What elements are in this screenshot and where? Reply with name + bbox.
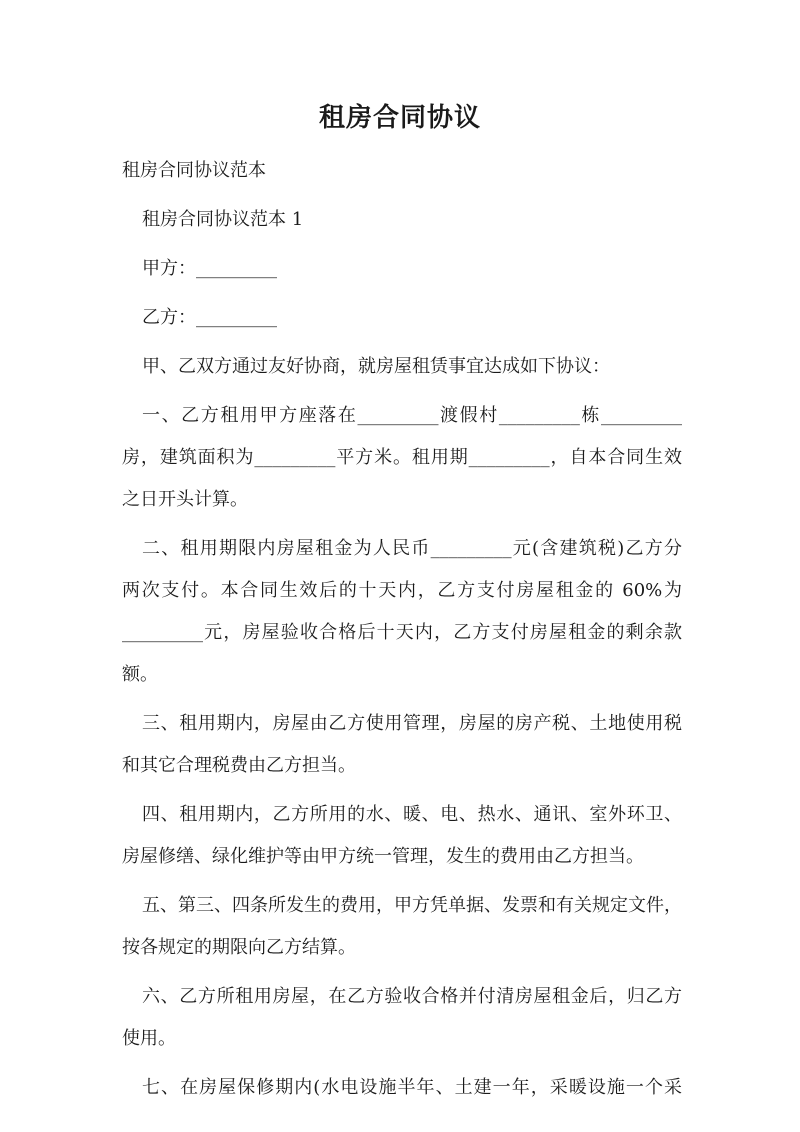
- clause-line: 六、乙方所租用房屋，在乙方验收合格并付清房屋租金后，归乙方: [142, 986, 682, 1007]
- clause-line: 三、租用期内，房屋由乙方使用管理，房屋的房产税、土地使用税: [142, 713, 682, 734]
- clause-line: 房屋修缮、绿化维护等由甲方统一管理，发生的费用由乙方担当。: [122, 846, 644, 867]
- clause-line: 之日开头计算。: [122, 489, 248, 510]
- clause-3: [122, 703, 682, 787]
- document-subtitle: 租房合同协议范本: [122, 160, 266, 181]
- document-title: 租房合同协议: [318, 103, 481, 133]
- clause-line: 和其它合理税费由乙方担当。: [122, 755, 356, 776]
- party-b-line: 乙方：_________: [142, 307, 277, 328]
- clause-line: 使用。: [122, 1028, 176, 1049]
- clause-line: 按各规定的期限向乙方结算。: [122, 937, 356, 958]
- clause-line: 二、租用期限内房屋租金为人民币_________元(含建筑税)乙方分: [142, 538, 682, 559]
- clause-line: 四、租用期内，乙方所用的水、暖、电、热水、通讯、室外环卫、: [142, 804, 682, 825]
- clause-line: 一、乙方租用甲方座落在_________渡假村_________栋_________: [142, 405, 682, 426]
- clause-line: 五、第三、四条所发生的费用，甲方凭单据、发票和有关规定文件，: [142, 895, 682, 916]
- party-a-line: 甲方：_________: [142, 258, 277, 279]
- intro-paragraph: 甲、乙双方通过友好协商，就房屋租赁事宜达成如下协议：: [142, 356, 610, 377]
- clause-2: [122, 528, 682, 696]
- clause-line: 两次支付。本合同生效后的十天内，乙方支付房屋租金的 60%为: [122, 580, 682, 601]
- clause-6: [122, 976, 682, 1060]
- sample-heading: 租房合同协议范本 1: [142, 209, 304, 230]
- document-body: [122, 150, 682, 1109]
- clause-4: [122, 794, 682, 878]
- clause-1: [122, 395, 682, 521]
- clause-line: 房，建筑面积为_________平方米。租用期_________，自本合同生效: [122, 447, 682, 468]
- clause-line: 七、在房屋保修期内(水电设施半年、土建一年，采暖设施一个采: [142, 1077, 682, 1098]
- clause-line: _________元，房屋验收合格后十天内，乙方支付房屋租金的剩余款: [122, 622, 682, 643]
- clause-5: [122, 885, 682, 969]
- clause-7: [122, 1067, 682, 1109]
- clause-line: 额。: [122, 664, 158, 685]
